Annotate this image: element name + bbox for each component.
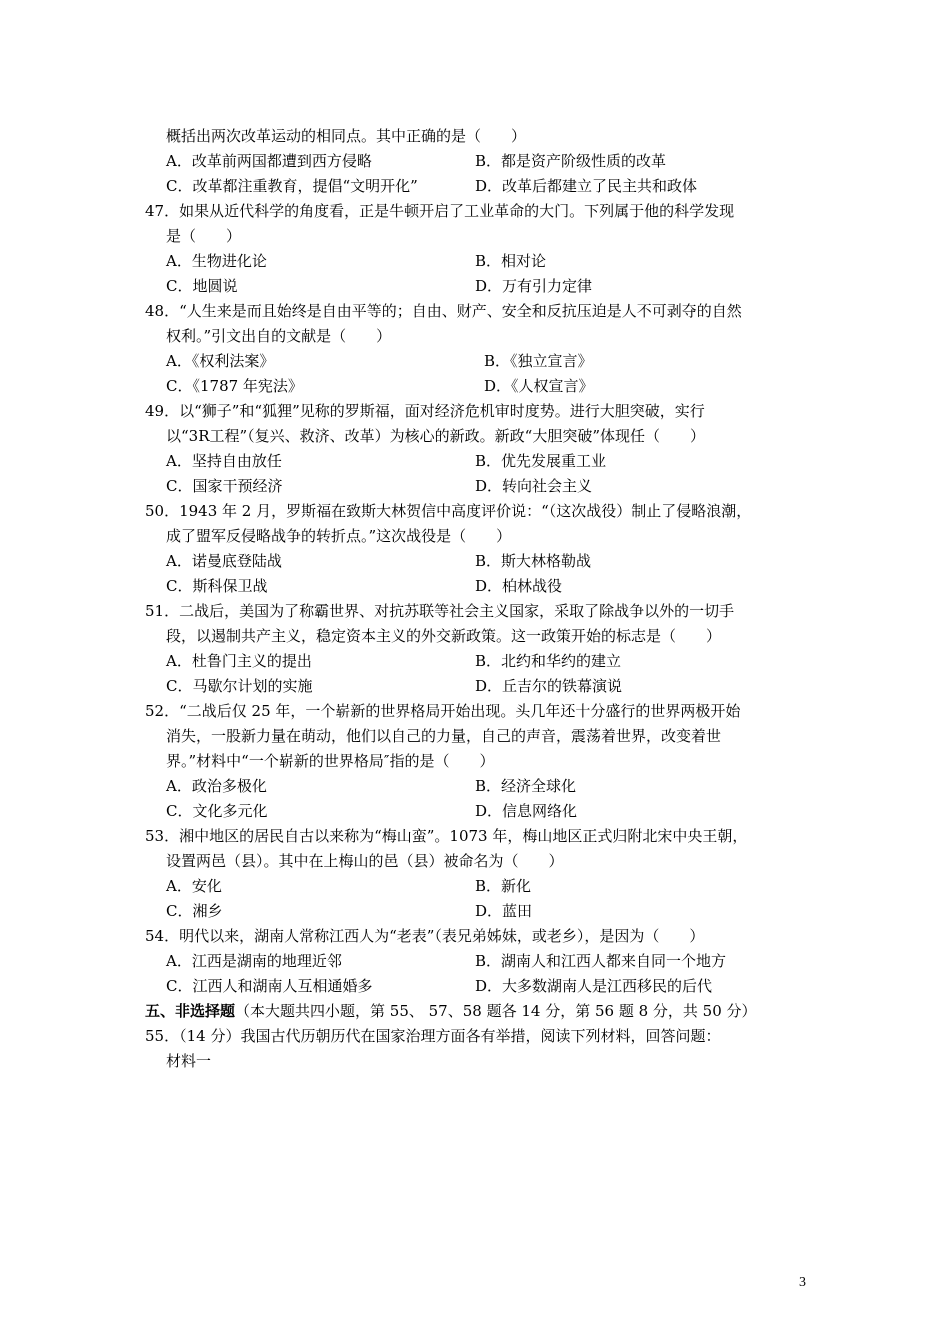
q46-option-c: C．改革都注重教育，提倡“文明开化” [166, 177, 418, 195]
q50-stem-line2: 成了盟军反侵略战争的转折点。”这次战役是（ ） [166, 527, 512, 545]
q46-option-b: B．都是资产阶级性质的改革 [475, 152, 667, 170]
q47-stem-line1: 47．如果从近代科学的角度看，正是牛顿开启了工业革命的大门。下列属于他的科学发现 [145, 202, 735, 220]
q47-option-b: B．相对论 [475, 252, 547, 270]
q47-option-d: D．万有引力定律 [475, 277, 593, 295]
q47-option-a: A．生物进化论 [166, 252, 267, 270]
q51-option-a: A．杜鲁门主义的提出 [166, 652, 312, 670]
q52-option-d: D．信息网络化 [475, 802, 578, 820]
q48-option-a: A．《权利法案》 [166, 352, 275, 370]
q50-option-a: A．诺曼底登陆战 [166, 552, 282, 570]
q50-option-b: B．斯大林格勒战 [475, 552, 592, 570]
q54-option-c: C．江西人和湖南人互相通婚多 [166, 977, 373, 995]
q46-option-d: D．改革后都建立了民主共和政体 [475, 177, 698, 195]
q49-stem-line1: 49．以“狮子”和“狐狸”见称的罗斯福，面对经济危机审时度势。进行大胆突破，实行 [145, 402, 705, 420]
q54-option-a: A．江西是湖南的地理近邻 [166, 952, 342, 970]
q51-option-d: D．丘吉尔的铁幕演说 [475, 677, 623, 695]
section-five-title: 五、非选择题 [145, 1002, 236, 1020]
section-five-heading [145, 999, 757, 1024]
q52-option-c: C．文化多元化 [166, 802, 268, 820]
q48-option-b: B．《独立宣言》 [484, 352, 593, 370]
q53-option-a: A．安化 [166, 877, 222, 895]
q50-option-d: D．柏林战役 [475, 577, 563, 595]
q49-option-c: C．国家干预经济 [166, 477, 283, 495]
q51-stem-line2: 段，以遏制共产主义，稳定资本主义的外交新政策。这一政策开始的标志是（ ） [166, 627, 722, 645]
q46-stem-continued: 概括出两次改革运动的相同点。其中正确的是（ ） [166, 127, 527, 145]
q54-stem-line1: 54．明代以来，湖南人常称江西人为“老表”（表兄弟姊妹，或老乡），是因为（ ） [145, 927, 705, 945]
q51-option-b: B．北约和华约的建立 [475, 652, 622, 670]
q55-stem-line1: 55．（14 分）我国古代历朝历代在国家治理方面各有举措，阅读下列材料，回答问题： [145, 1027, 721, 1045]
q49-option-d: D．转向社会主义 [475, 477, 593, 495]
q53-stem-line2: 设置两邑（县）。其中在上梅山的邑（县）被命名为（ ） [166, 852, 564, 870]
q48-stem-line2: 权利。”引文出自的文献是（ ） [166, 327, 392, 345]
q49-option-b: B．优先发展重工业 [475, 452, 607, 470]
q52-option-b: B．经济全球化 [475, 777, 577, 795]
q48-option-d: D．《人权宣言》 [484, 377, 594, 395]
q47-stem-line2: 是（ ） [166, 227, 242, 245]
q53-stem-line1: 53．湘中地区的居民自古以来称为“梅山蛮”。1073 年，梅山地区正式归附北宋中央王朝， [145, 827, 748, 845]
q46-option-a: A．改革前两国都遭到西方侵略 [166, 152, 372, 170]
q50-stem-line1: 50．1943 年 2 月，罗斯福在致斯大林贺信中高度评价说：“（这次战役）制止了侵略浪潮， [145, 502, 752, 520]
q52-stem-line2: 消失，一股新力量在萌动，他们以自己的力量，自己的声音，震荡着世界，改变着世 [166, 727, 722, 745]
q48-option-c: C．《1787 年宪法》 [166, 377, 303, 395]
q48-stem-line1: 48．“人生来是而且始终是自由平等的；自由、财产、安全和反抗压迫是人不可剥夺的自然 [145, 302, 742, 320]
q54-option-d: D．大多数湖南人是江西移民的后代 [475, 977, 713, 995]
q53-option-b: B．新化 [475, 877, 532, 895]
q49-stem-line2: 以“3R工程”（复兴、救济、改革）为核心的新政。新政“大胆突破”体现任（ ） [166, 427, 706, 445]
q52-stem-line1: 52．“二战后仅 25 年，一个崭新的世界格局开始出现。头几年还十分盛行的世界两极开始 [145, 702, 741, 720]
q52-option-a: A．政治多极化 [166, 777, 267, 795]
q54-option-b: B．湖南人和江西人都来自同一个地方 [475, 952, 727, 970]
q47-option-c: C．地圆说 [166, 277, 238, 295]
q53-option-d: D．蓝田 [475, 902, 533, 920]
q51-stem-line1: 51．二战后，美国为了称霸世界、对抗苏联等社会主义国家，采取了除战争以外的一切手 [145, 602, 735, 620]
q49-option-a: A．坚持自由放任 [166, 452, 282, 470]
q55-material-label: 材料一 [166, 1052, 212, 1070]
q50-option-c: C．斯科保卫战 [166, 577, 268, 595]
page-number: 3 [799, 1275, 806, 1290]
q53-option-c: C．湘乡 [166, 902, 223, 920]
section-five-note: （本大题共四小题，第 55、 57、58 题各 14 分，第 56 题 8 分，共 50 分） [235, 1002, 757, 1020]
q52-stem-line3: 界。”材料中“一个崭新的世界格局″指的是（ ） [166, 752, 495, 770]
q51-option-c: C．马歇尔计划的实施 [166, 677, 313, 695]
